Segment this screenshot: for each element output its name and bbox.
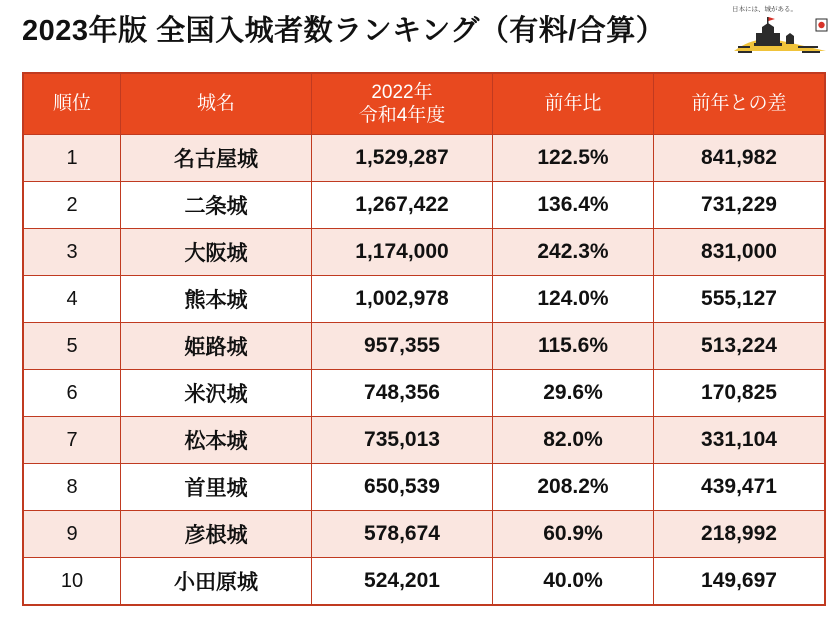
- cell-castle: 首里城: [121, 464, 312, 511]
- cell-rank: 5: [23, 323, 121, 370]
- cell-castle: 名古屋城: [121, 135, 312, 182]
- cell-yoy: 60.9%: [493, 511, 654, 558]
- table-row: [23, 370, 825, 417]
- cell-yoy: 40.0%: [493, 558, 654, 606]
- cell-castle: 米沢城: [121, 370, 312, 417]
- cell-yoy: 29.6%: [493, 370, 654, 417]
- cell-diff: 831,000: [654, 229, 826, 276]
- cell-visitors: 1,529,287: [312, 135, 493, 182]
- column-header-rank: [23, 73, 121, 135]
- cell-yoy: 136.4%: [493, 182, 654, 229]
- cell-diff: 513,224: [654, 323, 826, 370]
- column-header-visitors-sublabel: 令和4年度: [358, 105, 446, 126]
- page-title: 2023年版 全国入城者数ランキング（有料/合算）: [22, 15, 666, 47]
- column-header-castle: [121, 73, 312, 135]
- cell-rank: 4: [23, 276, 121, 323]
- cell-yoy: 122.5%: [493, 135, 654, 182]
- cell-rank: 9: [23, 511, 121, 558]
- cell-castle: 彦根城: [121, 511, 312, 558]
- cell-visitors: 1,267,422: [312, 182, 493, 229]
- column-header-yoy: [493, 73, 654, 135]
- table-row: [23, 323, 825, 370]
- cell-diff: 841,982: [654, 135, 826, 182]
- ranking-table: [22, 72, 826, 606]
- cell-diff: 555,127: [654, 276, 826, 323]
- table-row: [23, 558, 825, 606]
- cell-visitors: 650,539: [312, 464, 493, 511]
- table-row: [23, 182, 825, 229]
- column-header-visitors: [312, 73, 493, 135]
- cell-visitors: 748,356: [312, 370, 493, 417]
- cell-diff: 331,104: [654, 417, 826, 464]
- column-header-castle-label: 城名: [196, 93, 235, 115]
- cell-yoy: 124.0%: [493, 276, 654, 323]
- ranking-table-container: [22, 72, 818, 606]
- table-row: [23, 417, 825, 464]
- column-header-diff: [654, 73, 826, 135]
- table-body: [23, 135, 825, 606]
- cell-visitors: 735,013: [312, 417, 493, 464]
- cell-rank: 2: [23, 182, 121, 229]
- table-row: [23, 229, 825, 276]
- cell-rank: 6: [23, 370, 121, 417]
- table-row: [23, 464, 825, 511]
- cell-castle: 熊本城: [121, 276, 312, 323]
- cell-rank: 7: [23, 417, 121, 464]
- cell-rank: 3: [23, 229, 121, 276]
- cell-diff: 170,825: [654, 370, 826, 417]
- cell-yoy: 115.6%: [493, 323, 654, 370]
- cell-visitors: 957,355: [312, 323, 493, 370]
- cell-castle: 二条城: [121, 182, 312, 229]
- cell-yoy: 82.0%: [493, 417, 654, 464]
- site-logo: [732, 4, 828, 56]
- cell-visitors: 524,201: [312, 558, 493, 606]
- logo-tagline: 日本には、城がある。: [732, 6, 797, 13]
- column-header-yoy-label: 前年比: [544, 93, 602, 115]
- table-row: [23, 511, 825, 558]
- table-row: [23, 276, 825, 323]
- cell-yoy: 208.2%: [493, 464, 654, 511]
- cell-diff: 731,229: [654, 182, 826, 229]
- cell-rank: 1: [23, 135, 121, 182]
- column-header-rank-label: 順位: [52, 93, 91, 115]
- header: [0, 0, 840, 60]
- cell-diff: 149,697: [654, 558, 826, 606]
- cell-diff: 218,992: [654, 511, 826, 558]
- castle-logo-icon: [732, 13, 828, 55]
- table-header-row: [23, 73, 825, 135]
- cell-rank: 8: [23, 464, 121, 511]
- cell-visitors: 578,674: [312, 511, 493, 558]
- cell-castle: 大阪城: [121, 229, 312, 276]
- cell-visitors: 1,174,000: [312, 229, 493, 276]
- cell-castle: 姫路城: [121, 323, 312, 370]
- cell-diff: 439,471: [654, 464, 826, 511]
- cell-yoy: 242.3%: [493, 229, 654, 276]
- column-header-diff-label: 前年との差: [691, 93, 787, 115]
- cell-rank: 10: [23, 558, 121, 606]
- cell-visitors: 1,002,978: [312, 276, 493, 323]
- cell-castle: 小田原城: [121, 558, 312, 606]
- table-row: [23, 135, 825, 182]
- cell-castle: 松本城: [121, 417, 312, 464]
- table-header: [23, 73, 825, 135]
- column-header-visitors-label: 2022年: [371, 81, 433, 103]
